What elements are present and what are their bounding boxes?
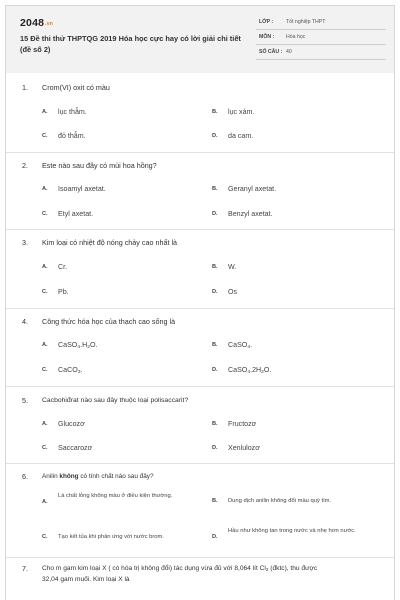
question-text: Crom(VI) oxit có màu	[42, 83, 110, 92]
exam-title: 15 Đề thi thử THPTQG 2019 Hóa học cực hay có lời giải chi tiết (đề số 2)	[20, 34, 241, 54]
question-text: Kim loại có nhiệt độ nóng chảy cao nhất là	[42, 238, 178, 247]
question-text-line: Cho m gam kim loại X ( có hóa trị không đổi) tác dụng vừa đủ với 8,064 lít $Cl_2$ (đktc), thu được	[42, 565, 318, 572]
question-divider	[6, 229, 394, 230]
question-text: Cho m gam kim loại X ( có hóa trị không đổi) tác dụng vừa đủ với 8,064 lít $Cl_2$ (đktc), thu được 32,04 gam muối. Kim loại X là	[42, 565, 318, 583]
meta-question-count: SỐ CÂU : 40	[256, 47, 386, 60]
question-divider	[6, 386, 394, 387]
meta-grade: LỚP : Tốt nghiệp THPT	[256, 17, 386, 30]
site-logo[interactable]: 2048.vn	[20, 17, 53, 29]
question-divider	[6, 557, 394, 558]
exam-sheet: 2048.vn 15 Đề thi thử THPTQG 2019 Hóa học cực hay có lời giải chi tiết (đề số 2) LỚP : Tốt nghiệp THPT MÔN : Hóa học SỐ CÂU : 40 1. Crom(VI) oxit có màu A. lục thẫm. B. lục xám. C. đỏ thẫm. D. da cam. 2. Este nào sau đây có mùi hoa hồng? A. Isoamyl axetat. B. Geranyl axetat. C. Etyl axetat. D. Benzyl axetat. 3. Kim loại có nhiệt độ nóng chảy cao nhất là A. Cr. B. W. C. Pb. D. Os 4. Công thức hóa học của thạch cao sống là A. $CaSO_4.H_2O$. B. CaSO$_4$. C. CaCO$_3$. D. $CaSO_4.2H_2O$. 5. Cacbohiđrat nào sau đây thuộc loại polisaccarit? A. Glucozơ B. Fructozơ C. Saccarozơ D. Xenlulozơ 6. Anilin không có tính chất nào sau đây? A. Là chất lỏng không màu ở điều kiện thường. B. Dung dịch anilin không đổi màu quỳ tím. C. Tạo kết tủa khi phản ứng với nước brom. D. Hầu như không tan trong nước và nhẹ hơn nước. 7. Cho m gam kim loại X ( có hóa trị không đổi) tác dụng vừa đủ với 8,064 lít $Cl_2$ (đktc), thu được 32,04 gam muối. Kim loại X là	[5, 5, 395, 600]
question-text: Anilin không có tính chất nào sau đây?	[42, 473, 154, 480]
question-divider	[6, 308, 394, 309]
meta-subject: MÔN : Hóa học	[256, 32, 386, 45]
formula-text: $CaSO_4.H_2O$.	[58, 341, 98, 350]
exam-header	[6, 6, 394, 73]
question-text: Este nào sau đây có mùi hoa hồng?	[42, 161, 157, 170]
question-text: Công thức hóa học của thạch cao sống là	[42, 317, 176, 326]
formula-text: CaSO$_4$.	[228, 341, 253, 350]
formula-text: $CaSO_4.2H_2O$.	[228, 366, 272, 375]
question-divider	[6, 152, 394, 153]
question-divider	[6, 463, 394, 464]
formula-text: CaCO$_3$.	[58, 366, 83, 375]
question-text: Cacbohiđrat nào sau đây thuộc loại polisaccarit?	[42, 397, 189, 404]
